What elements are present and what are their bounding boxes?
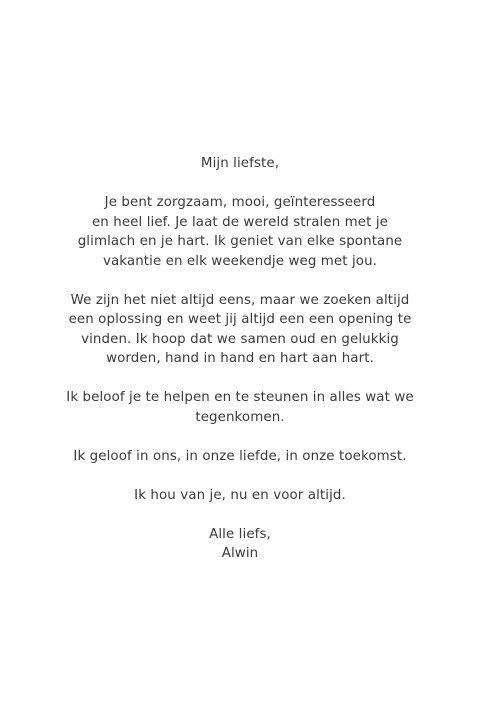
greeting (40, 154, 440, 174)
text-line: een oplossing en weet jij altijd een een opening te (68, 312, 412, 327)
text-line: vakantie en elk weekendje weg met jou. (102, 253, 378, 269)
paragraph-compliments (40, 193, 440, 271)
text-line: Je bent zorgzaam, mooi, geïnteresseerd (104, 195, 376, 210)
paragraph-belief (40, 447, 440, 467)
text-line: We zijn het niet altijd eens, maar we zoeken altijd (70, 292, 410, 308)
paragraph-promise (40, 388, 440, 427)
paragraph-love (40, 486, 440, 506)
sign-off (40, 525, 440, 564)
closing: Alle liefs, (209, 526, 271, 542)
text-line: Ik beloof je te helpen en te steunen in alles wat we (66, 390, 414, 405)
text-line: Ik geloof in ons, in onze liefde, in onze toekomst. (73, 448, 407, 464)
text-line: tegenkomen. (195, 409, 285, 425)
greeting-line: Mijn liefste, (200, 156, 280, 171)
text-line: worden, hand in hand en hart aan hart. (106, 351, 374, 366)
letter-body (40, 154, 440, 564)
text-line: en heel lief. Je laat de wereld stralen met je (91, 214, 389, 230)
text-line: Ik hou van je, nu en voor altijd. (134, 487, 346, 503)
signature: Alwin (221, 546, 259, 561)
paragraph-together (40, 291, 440, 369)
text-line: glimlach en je hart. Ik geniet van elke spontane (77, 234, 403, 249)
text-line: vinden. Ik hoop dat we samen oud en gelukkig (81, 331, 399, 347)
